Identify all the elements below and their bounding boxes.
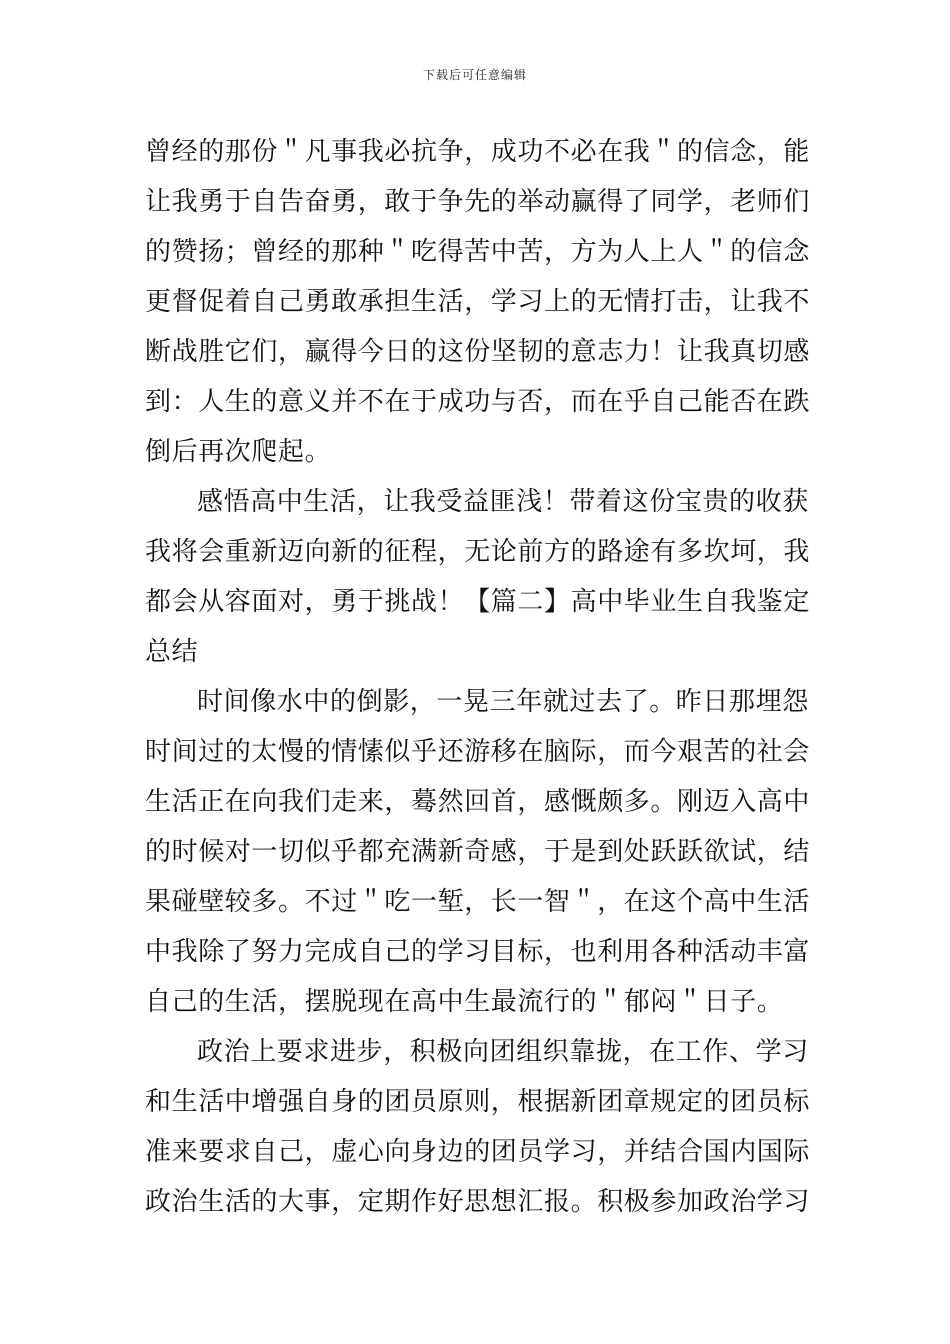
document-body xyxy=(145,127,811,1227)
text-line: 的时候对一切似乎都充满新奇感，于是到处跃跃欲试，结 xyxy=(145,837,811,867)
text-line: 到：人生的意义并不在于成功与否，而在乎自己能否在跌 xyxy=(145,387,811,417)
text-line: 我将会重新迈向新的征程，无论前方的路途有多坎坷，我 xyxy=(145,537,811,567)
text-line: 总结 xyxy=(145,637,199,667)
text-line: 和生活中增强自身的团员原则，根据新团章规定的团员标 xyxy=(145,1087,811,1117)
page-header: 下载后可任意编辑 xyxy=(422,68,527,82)
text-line: 让我勇于自告奋勇，敢于争先的举动赢得了同学，老师们 xyxy=(145,187,811,217)
text-line: 准来要求自己，虚心向身边的团员学习，并结合国内国际 xyxy=(145,1137,811,1167)
text-line: 政治生活的大事，定期作好思想汇报。积极参加政治学习 xyxy=(145,1187,811,1217)
text-line: 时间过的太慢的情愫似乎还游移在脑际，而今艰苦的社会 xyxy=(145,737,811,767)
text-line: 断战胜它们，赢得今日的这份坚韧的意志力！让我真切感 xyxy=(145,337,811,367)
text-line: 生活正在向我们走来，蓦然回首，感慨颇多。刚迈入高中 xyxy=(145,787,811,817)
text-line: 曾经的那份＂凡事我必抗争，成功不必在我＂的信念，能 xyxy=(145,137,811,167)
paragraph-first-line: 政治上要求进步，积极向团组织靠拢，在工作、学习 xyxy=(197,1037,809,1067)
text-line: 的赞扬；曾经的那种＂吃得苦中苦，方为人上人＂的信念 xyxy=(145,237,811,267)
paragraph-first-line: 感悟高中生活，让我受益匪浅！带着这份宝贵的收获 xyxy=(197,487,809,517)
paragraph-first-line: 时间像水中的倒影，一晃三年就过去了。昨日那埋怨 xyxy=(197,687,809,717)
text-line: 自己的生活，摆脱现在高中生最流行的＂郁闷＂日子。 xyxy=(145,987,784,1017)
text-line: 更督促着自己勇敢承担生活，学习上的无情打击，让我不 xyxy=(145,287,811,317)
text-line: 中我除了努力完成自己的学习目标，也利用各种活动丰富 xyxy=(145,937,811,967)
text-line: 都会从容面对，勇于挑战！【篇二】高中毕业生自我鉴定 xyxy=(145,587,811,617)
text-line: 果碰壁较多。不过＂吃一堑，长一智＂，在这个高中生活 xyxy=(145,887,811,917)
text-line: 倒后再次爬起。 xyxy=(145,437,332,467)
